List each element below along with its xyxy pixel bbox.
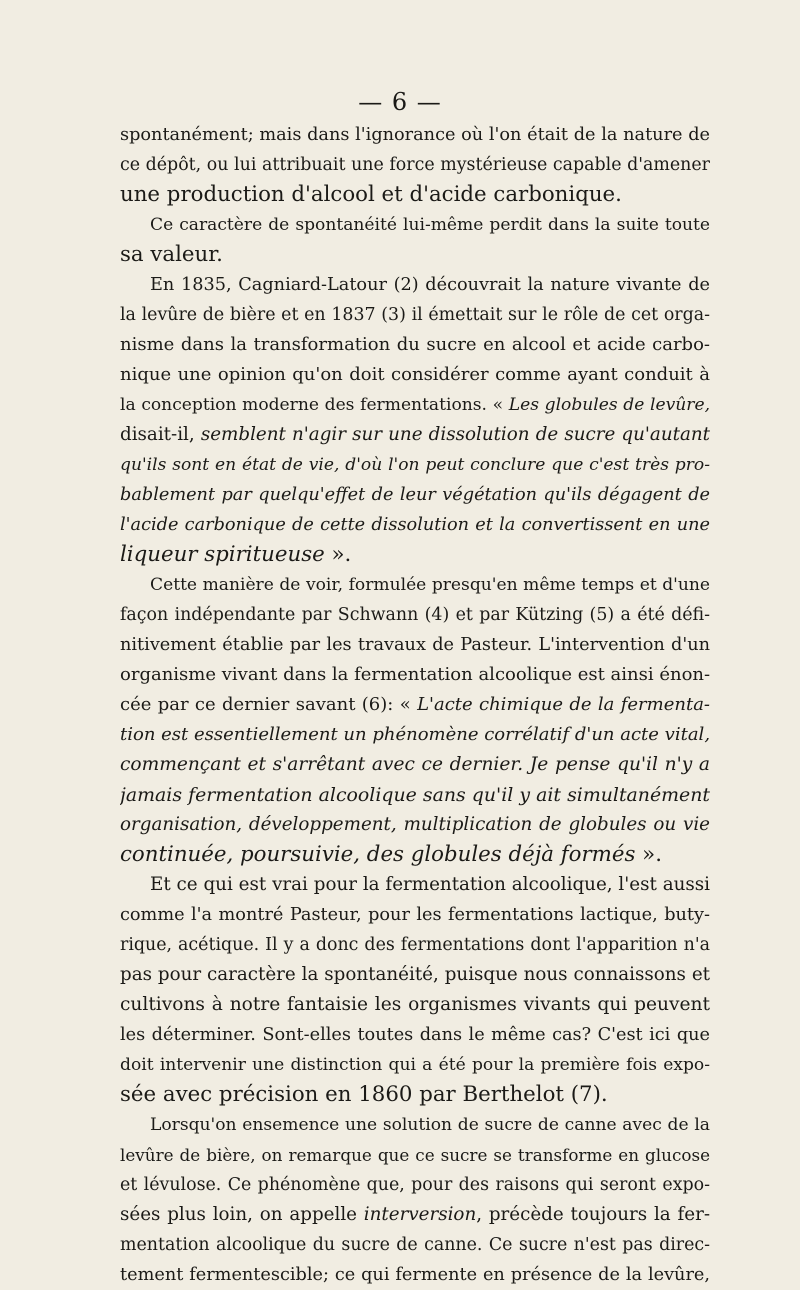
text-run: Lorsqu'on ensemence une solution de sucre de canne avec de la — [150, 1115, 710, 1135]
text-line — [120, 1140, 710, 1170]
text-run: levûre de bière, on remarque que ce sucre se transforme en glucose — [120, 1145, 710, 1165]
text-run: sées plus loin, on appelle — [120, 1204, 364, 1225]
text-run: cultivons à notre fantaisie les organismes vivants qui peuvent — [120, 994, 710, 1015]
text-line — [120, 360, 710, 390]
text-run: la levûre de bière et en 1837 (3) il émettait sur le rôle de cet orga- — [120, 305, 710, 325]
text-line — [120, 690, 710, 720]
italic-text-run: organisation, développement, multiplication de globules ou vie — [120, 814, 710, 835]
text-run: , précède toujours la fer- — [476, 1204, 710, 1225]
italic-text-run: L'acte chimique de la fermenta- — [417, 694, 710, 715]
text-line — [120, 630, 710, 660]
text-line — [120, 570, 710, 600]
text-line — [120, 240, 710, 270]
text-run: les déterminer. Sont-elles toutes dans le même cas? C'est ici que — [120, 1025, 710, 1045]
italic-text-run: liqueur spiritueuse — [120, 542, 325, 567]
text-run: Et ce qui est vrai pour la fermentation alcoolique, l'est aussi — [150, 874, 710, 895]
text-line — [120, 660, 710, 690]
text-line — [120, 330, 710, 360]
text-line — [120, 1170, 710, 1200]
text-line — [120, 510, 710, 540]
text-run: doit intervenir une distinction qui a été pour la première fois expo- — [120, 1055, 710, 1075]
text-run: pas pour caractère la spontanéité, puisque nous connaissons et — [120, 964, 710, 985]
text-run: nique une opinion qu'on doit considérer comme ayant conduit à — [120, 364, 710, 385]
text-line — [120, 390, 710, 420]
text-run: comme l'a montré Pasteur, pour les fermentations lactique, buty- — [120, 905, 710, 925]
text-line — [120, 1020, 710, 1050]
text-run: rique, acétique. Il y a donc des fermentations dont l'apparition n'a — [120, 935, 710, 955]
text-line — [120, 120, 710, 150]
text-run: une production d'alcool et d'acide carbonique. — [120, 182, 622, 207]
text-line — [120, 1200, 710, 1230]
text-run: nisme dans la transformation du sucre en alcool et acide carbo- — [120, 334, 710, 355]
text-line — [120, 1260, 710, 1290]
text-line — [120, 1050, 710, 1080]
text-line — [120, 780, 710, 810]
text-line — [120, 870, 710, 900]
text-run: et lévulose. Ce phénomène que, pour des raisons qui seront expo- — [120, 1175, 710, 1195]
text-line — [120, 210, 710, 240]
text-line — [120, 1110, 710, 1140]
text-line — [120, 990, 710, 1020]
text-run: nitivement établie par les travaux de Pasteur. L'intervention d'un — [120, 635, 710, 655]
text-line — [120, 1230, 710, 1260]
italic-text-run: semblent n'agir sur une dissolution de sucre qu'autant — [200, 424, 710, 445]
text-run: cée par ce dernier savant (6): « — [120, 694, 418, 715]
text-run: ce dépôt, ou lui attribuait une force mystérieuse capable d'amener — [120, 155, 710, 175]
text-run: organisme vivant dans la fermentation alcoolique est ainsi énon- — [120, 664, 710, 685]
text-run: tement fermentescible; ce qui fermente en présence de la levûre, — [120, 1265, 710, 1285]
text-line — [120, 270, 710, 300]
text-line — [120, 540, 710, 570]
text-line — [120, 840, 710, 870]
text-line — [120, 180, 710, 210]
text-line — [120, 930, 710, 960]
text-line — [120, 480, 710, 510]
italic-text-run: continuée, poursuivie, des globules déjà formés — [120, 842, 636, 867]
text-run: sée avec précision en 1860 par Berthelot (7). — [120, 1082, 608, 1107]
body-text — [120, 120, 710, 1290]
text-run: mentation alcoolique du sucre de canne. Ce sucre n'est pas direc- — [120, 1235, 710, 1255]
text-run: disait-il, — [120, 424, 201, 445]
text-line — [120, 420, 710, 450]
italic-text-run: qu'ils sont en état de vie, d'où l'on peut conclure que c'est très pro- — [120, 455, 710, 475]
text-line — [120, 1080, 710, 1110]
text-line — [120, 150, 710, 180]
text-run: façon indépendante par Schwann (4) et par Kützing (5) a été défi- — [120, 605, 710, 625]
text-line — [120, 300, 710, 330]
italic-text-run: commençant et s'arrêtant avec ce dernier. Je pense qu'il n'y a — [120, 754, 710, 775]
text-line — [120, 810, 710, 840]
italic-text-run: bablement par quelqu'effet de leur végétation qu'ils dégagent de — [120, 485, 710, 505]
text-run: En 1835, Cagniard-Latour (2) découvrait la nature vivante de — [150, 275, 710, 295]
text-run: sa valeur. — [120, 242, 223, 267]
text-line — [120, 960, 710, 990]
text-run: Ce caractère de spontanéité lui-même perdit dans la suite toute — [150, 215, 710, 235]
text-line — [120, 600, 710, 630]
text-line — [120, 900, 710, 930]
page-number: — 6 — — [358, 88, 442, 116]
text-run: la conception moderne des fermentations. « — [120, 395, 509, 415]
text-run: ». — [635, 842, 662, 867]
text-run: ». — [324, 542, 352, 567]
text-line — [120, 750, 710, 780]
italic-text-run: tion est essentiellement un phénomène corrélatif d'un acte vital, — [120, 724, 710, 745]
text-line — [120, 450, 710, 480]
italic-text-run: jamais fermentation alcoolique sans qu'il y ait simultanément — [120, 784, 710, 806]
italic-text-run: interversion — [363, 1204, 477, 1225]
text-run: spontanément; mais dans l'ignorance où l'on était de la nature de — [120, 125, 710, 145]
italic-text-run: l'acide carbonique de cette dissolution et la convertissent en une — [120, 515, 710, 535]
text-line — [120, 720, 710, 750]
text-run: Cette manière de voir, formulée presqu'en même temps et d'une — [150, 575, 710, 595]
italic-text-run: Les globules de levûre, — [508, 395, 710, 415]
